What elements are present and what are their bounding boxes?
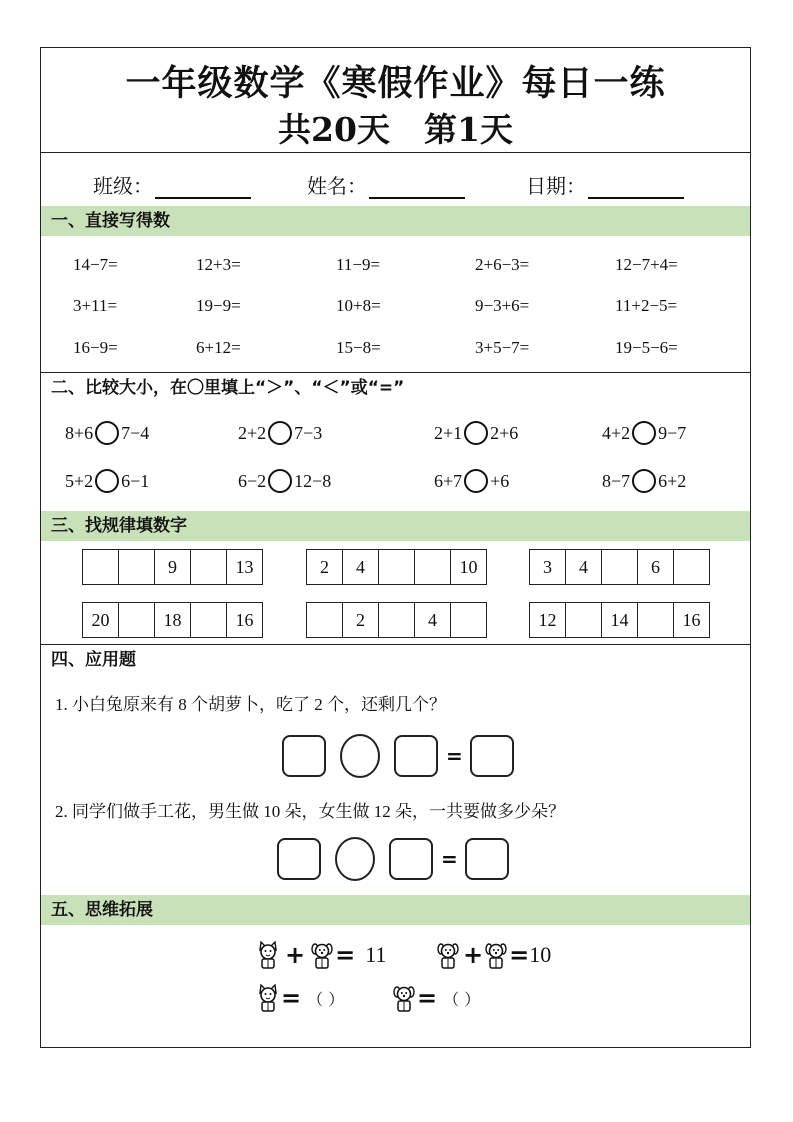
class-blank[interactable] <box>155 177 251 199</box>
current-day: 第1天 <box>423 110 513 149</box>
dog-icon <box>311 941 333 969</box>
problem: 16−9= <box>73 338 118 357</box>
sequence-cell[interactable]: 4 <box>565 549 602 585</box>
total-days: 共20天 <box>278 110 390 149</box>
puzzle-sum-1: 11 <box>365 942 387 967</box>
compare-circle[interactable] <box>95 421 119 445</box>
dog-icon <box>393 984 415 1012</box>
class-field <box>93 170 251 199</box>
section2-header: 二、比较大小，在〇里填上“＞”、“＜”或“=” <box>51 378 405 398</box>
comparison-item: 4+2 9−7 <box>602 421 686 445</box>
number-sequence <box>82 549 263 585</box>
answer-equation-1 <box>282 734 514 778</box>
sequence-cell[interactable]: 4 <box>342 549 379 585</box>
number-sequence <box>306 602 487 638</box>
name-label: 姓名： <box>307 174 367 198</box>
sequence-cell[interactable] <box>190 549 227 585</box>
equals-sign: = <box>446 744 463 768</box>
operator-oval[interactable] <box>335 837 375 881</box>
equals-sign: = <box>281 984 302 1012</box>
sequence-cell[interactable] <box>190 602 227 638</box>
equals-sign: = <box>441 847 458 871</box>
comparison-item: 6−2 12−8 <box>238 469 331 493</box>
answer-blank[interactable]: （ ） <box>443 989 481 1009</box>
problem: 11−9= <box>336 255 381 274</box>
problem: 3+5−7= <box>475 338 530 357</box>
section1-header: 一、直接写得数 <box>41 206 750 236</box>
sequence-cell[interactable] <box>450 602 487 638</box>
dog-answer-row <box>393 984 480 1012</box>
sequence-cell[interactable]: 14 <box>601 602 638 638</box>
equals-sign: = <box>335 941 356 969</box>
puzzle-equation-2 <box>437 941 551 969</box>
problem: 19−9= <box>196 296 241 315</box>
cat-answer-row <box>257 984 344 1012</box>
date-label: 日期： <box>526 174 586 198</box>
sequence-cell[interactable]: 4 <box>414 602 451 638</box>
sequence-cell[interactable]: 20 <box>82 602 119 638</box>
name-blank[interactable] <box>369 177 465 199</box>
sequence-cell[interactable] <box>414 549 451 585</box>
problem: 6+12= <box>196 338 241 357</box>
sequence-cell[interactable]: 12 <box>529 602 566 638</box>
puzzle-equation-1 <box>257 941 386 969</box>
section4-header: 四、应用题 <box>51 650 136 670</box>
operator-oval[interactable] <box>340 734 380 778</box>
sequence-cell[interactable]: 13 <box>226 549 263 585</box>
sequence-cell[interactable]: 6 <box>637 549 674 585</box>
compare-circle[interactable] <box>268 421 292 445</box>
title-area <box>41 48 750 153</box>
compare-circle[interactable] <box>95 469 119 493</box>
problem: 10+8= <box>336 296 381 315</box>
word-problem-1: 1. 小白兔原来有 8 个胡萝卜，吃了 2 个，还剩几个？ <box>55 695 446 714</box>
comparison-item: 5+2 6−1 <box>65 469 149 493</box>
answer-box[interactable] <box>389 838 433 880</box>
compare-circle[interactable] <box>632 469 656 493</box>
sequence-cell[interactable] <box>601 549 638 585</box>
date-field <box>526 170 684 199</box>
sequence-cell[interactable] <box>637 602 674 638</box>
compare-circle[interactable] <box>464 421 488 445</box>
comparison-item: 8−7 6+2 <box>602 469 686 493</box>
problem: 9−3+6= <box>475 296 530 315</box>
section5-header: 五、思维拓展 <box>41 895 750 925</box>
equals-sign: = <box>509 941 530 969</box>
comparison-item: 8+6 7−4 <box>65 421 149 445</box>
sequence-cell[interactable]: 16 <box>226 602 263 638</box>
class-label: 班级： <box>93 174 153 198</box>
answer-box[interactable] <box>394 735 438 777</box>
sequence-cell[interactable]: 18 <box>154 602 191 638</box>
number-sequence <box>529 549 710 585</box>
word-problem-2: 2. 同学们做手工花，男生做 10 朵，女生做 12 朵，一共要做多少朵？ <box>55 802 565 821</box>
plus-sign: + <box>463 941 484 969</box>
problem: 12−7+4= <box>615 255 678 274</box>
problem: 12+3= <box>196 255 241 274</box>
sequence-cell[interactable]: 9 <box>154 549 191 585</box>
sequence-cell[interactable] <box>82 549 119 585</box>
plus-sign: + <box>285 941 306 969</box>
sequence-cell[interactable] <box>118 549 155 585</box>
compare-circle[interactable] <box>632 421 656 445</box>
number-sequence <box>306 549 487 585</box>
answer-box[interactable] <box>282 735 326 777</box>
equals-sign: = <box>417 984 438 1012</box>
student-info-row <box>41 152 750 205</box>
comparison-item: 6+7 +6 <box>434 469 509 493</box>
problem: 3+11= <box>73 296 118 315</box>
result-box[interactable] <box>465 838 509 880</box>
sequence-cell[interactable]: 10 <box>450 549 487 585</box>
name-field <box>307 170 465 199</box>
number-sequence <box>529 602 710 638</box>
result-box[interactable] <box>470 735 514 777</box>
comparison-item: 2+1 2+6 <box>434 421 518 445</box>
puzzle-sum-2: 10 <box>529 942 552 967</box>
sequence-cell[interactable]: 2 <box>306 549 343 585</box>
cat-icon <box>257 941 279 969</box>
answer-blank[interactable]: （ ） <box>307 989 345 1009</box>
sequence-cell[interactable] <box>565 602 602 638</box>
answer-box[interactable] <box>277 838 321 880</box>
day-counter <box>41 104 750 151</box>
dog-icon <box>485 941 507 969</box>
sequence-cell[interactable] <box>378 602 415 638</box>
number-sequence <box>82 602 263 638</box>
compare-circle[interactable] <box>464 469 488 493</box>
compare-circle[interactable] <box>268 469 292 493</box>
worksheet <box>40 47 751 1048</box>
sequence-cell[interactable]: 16 <box>673 602 710 638</box>
sequence-cell[interactable] <box>673 549 710 585</box>
sequence-cell[interactable]: 2 <box>342 602 379 638</box>
problem: 2+6−3= <box>475 255 530 274</box>
problem: 14−7= <box>73 255 118 274</box>
sequence-cell[interactable]: 3 <box>529 549 566 585</box>
section3-header: 三、找规律填数字 <box>41 511 750 541</box>
cat-icon <box>257 984 279 1012</box>
comparison-item: 2+2 7−3 <box>238 421 322 445</box>
problem: 11+2−5= <box>615 296 678 315</box>
problem: 19−5−6= <box>615 338 678 357</box>
sequence-cell[interactable] <box>306 602 343 638</box>
dog-icon <box>437 941 459 969</box>
page-title: 一年级数学《寒假作业》每日一练 <box>125 63 666 104</box>
sequence-cell[interactable] <box>118 602 155 638</box>
answer-equation-2 <box>277 837 509 881</box>
problem: 15−8= <box>336 338 381 357</box>
date-blank[interactable] <box>588 177 684 199</box>
sequence-cell[interactable] <box>378 549 415 585</box>
